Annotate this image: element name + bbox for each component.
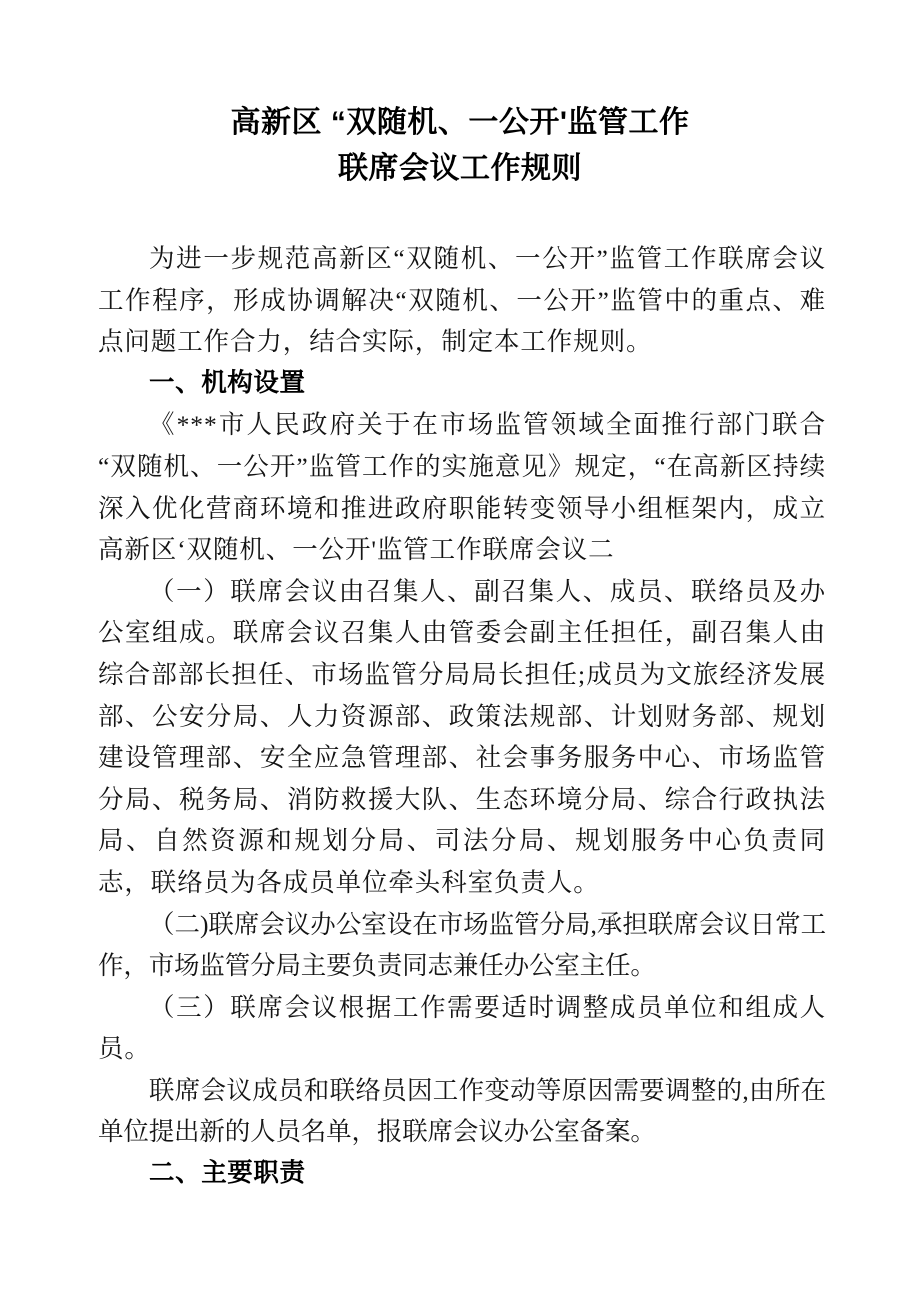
page-title-line-2: 联席会议工作规则: [338, 152, 582, 185]
policy-basis-paragraph: 《***市人民政府关于在市场监管领域全面推行部门联合“双随机、一公开”监管工作的实施意见》规定，“在高新区持续深入优化营商环境和推进政府职能转变领导小组框架内，成立高新区‘双随机、一公开'监管工作联席会议二: [98, 410, 826, 565]
section-heading-1: 一、机构设置: [149, 368, 306, 397]
page-title: [0, 100, 920, 192]
item-1-paragraph: （一）联席会议由召集人、副召集人、成员、联络员及办公室组成。联席会议召集人由管委会副主任担任，副召集人由综合部部长担任、市场监管分局局长担任;成员为文旅经济发展部、公安分局、人力资源部、政策法规部、计划财务部、规划建设管理部、安全应急管理部、社会事务服务中心、市场监管分局、税务局、消防救援大队、生态环境分局、综合行政执法局、自然资源和规划分局、司法分局、规划服务中心负责同志，联络员为各成员单位牵头科室负责人。: [98, 576, 826, 897]
document-body: [98, 238, 826, 1195]
adjustment-paragraph: 联席会议成员和联络员因工作变动等原因需要调整的,由所在单位提出新的人员名单，报联席会议办公室备案。: [98, 1075, 826, 1147]
item-2-paragraph: （二)联席会议办公室设在市场监管分局,承担联席会议日常工作，市场监管分局主要负责同志兼任办公室主任。: [98, 909, 826, 981]
section-heading-2: 二、主要职责: [149, 1159, 306, 1188]
item-3-paragraph: （三）联席会议根据工作需要适时调整成员单位和组成人员。: [98, 992, 826, 1064]
intro-paragraph: 为进一步规范高新区“双随机、一公开”监管工作联席会议工作程序，形成协调解决“双随机、一公开”监管中的重点、难点问题工作合力，结合实际，制定本工作规则。: [98, 244, 826, 357]
page-title-line-1: 高新区 “双随机、一公开'监管工作: [230, 106, 690, 139]
